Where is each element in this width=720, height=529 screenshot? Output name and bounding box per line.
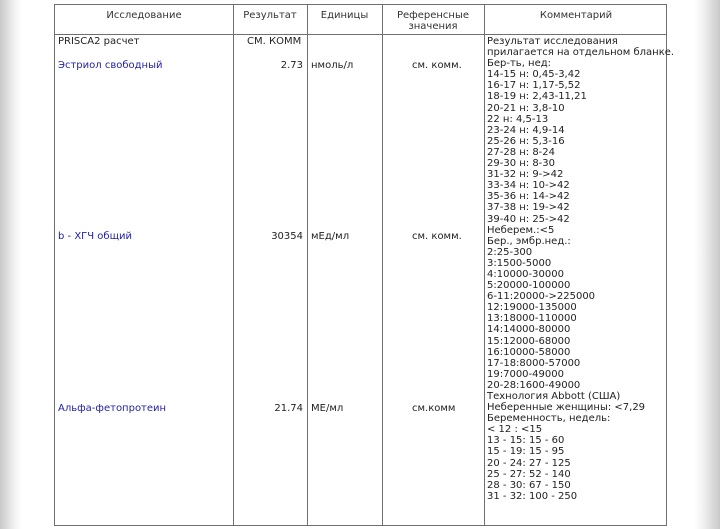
test-reference: см.комм	[412, 403, 456, 414]
column-divider	[307, 5, 308, 525]
comment-line: Неберенные женщины: <7,29	[487, 402, 646, 414]
comment-line: 28 - 30: 67 - 150	[487, 479, 571, 491]
column-divider	[233, 5, 234, 525]
comment-line: Неберем.:<5	[487, 224, 555, 236]
comment-line: 16:10000-58000	[487, 346, 571, 358]
header-units: Единицы	[320, 10, 369, 21]
test-reference: см. комм.	[412, 60, 462, 71]
comment-line: Беременность, недель:	[487, 413, 611, 425]
test-result: 2.73	[280, 60, 303, 71]
comment-line: 37-38 н: 19->42	[487, 202, 570, 214]
comment-line: 39-40 н: 25->42	[487, 213, 570, 225]
comment-line: 14-15 н: 0,45-3,42	[487, 69, 581, 81]
test-units: мЕд/мл	[311, 231, 350, 242]
comment-line: Бер., эмбр.нед.:	[487, 235, 571, 247]
test-result: СМ. КОММ	[247, 36, 302, 47]
test-name: PRISCA2 расчет	[58, 36, 140, 47]
test-result: 21.74	[274, 403, 303, 414]
header-comment: Комментарий	[539, 10, 613, 21]
comment-line: 35-36 н: 14->42	[487, 191, 570, 203]
header-result: Результат	[243, 10, 297, 21]
test-name: b - ХГЧ общий	[58, 231, 132, 242]
test-units: МЕ/мл	[311, 403, 344, 414]
comment-line: 27-28 н: 8-24	[487, 146, 556, 158]
comment-line: 31-32 н: 9->42	[487, 169, 564, 181]
comment-line: 33-34 н: 10->42	[487, 180, 570, 192]
comment-line: прилагается на отдельном бланке.	[487, 47, 675, 59]
comment-line: 20 - 24: 27 - 125	[487, 457, 571, 469]
comment-line: Результат исследования	[487, 36, 618, 47]
comment-line: 17-18:8000-57000	[487, 357, 581, 369]
comment-line: 18-19 н: 2,43-11,21	[487, 91, 587, 103]
results-table	[54, 4, 675, 526]
comment-line: 13 - 15: 15 - 60	[487, 435, 565, 447]
comment-line: 25 - 27: 52 - 140	[487, 468, 571, 480]
right-shadow	[694, 0, 720, 529]
comment-line: 2:25-300	[487, 246, 533, 258]
comment-line: 12:19000-135000	[487, 302, 577, 314]
header-test: Исследование	[106, 10, 182, 21]
left-shadow	[0, 0, 22, 529]
test-name: Альфа-фетопротеин	[58, 403, 167, 414]
comment-line: 13:18000-110000	[487, 313, 577, 325]
comment-line: 20-21 н: 3,8-10	[487, 102, 565, 114]
comment-line: 6-11:20000->225000	[487, 291, 596, 303]
test-units: нмоль/л	[311, 60, 354, 71]
header-divider	[55, 34, 666, 35]
comment-line: 23-24 н: 4,9-14	[487, 124, 565, 136]
comment-line: 31 - 32: 100 - 250	[487, 490, 578, 502]
comment-line: 15 - 19: 15 - 95	[487, 446, 565, 458]
comment-line: Технология Abbott (США)	[487, 391, 621, 402]
column-divider	[382, 5, 383, 525]
comment-line: 5:20000-100000	[487, 280, 571, 292]
comment-line: 20-28:1600-49000	[487, 379, 581, 391]
test-result: 30354	[271, 231, 303, 242]
comment-line: < 12 : <15	[487, 424, 543, 436]
comment-line: 25-26 н: 5,3-16	[487, 135, 565, 147]
header-reference: Референсные значения	[396, 10, 469, 32]
comment-text	[487, 36, 675, 502]
comment-line: 19:7000-49000	[487, 368, 564, 380]
comment-line: 3:1500-5000	[487, 257, 552, 269]
comment-line: Бер-ть, нед:	[487, 58, 552, 70]
comment-line: 4:10000-30000	[487, 268, 564, 280]
comment-line: 29-30 н: 8-30	[487, 158, 556, 170]
test-reference: см. комм.	[412, 231, 462, 242]
comment-line: 22 н: 4,5-13	[487, 113, 549, 125]
comment-line: 16-17 н: 1,17-5,52	[487, 80, 581, 92]
test-name: Эстриол свободный	[58, 60, 163, 71]
comment-line: 15:12000-68000	[487, 335, 571, 347]
comment-line: 14:14000-80000	[487, 324, 571, 336]
column-divider	[484, 5, 485, 525]
